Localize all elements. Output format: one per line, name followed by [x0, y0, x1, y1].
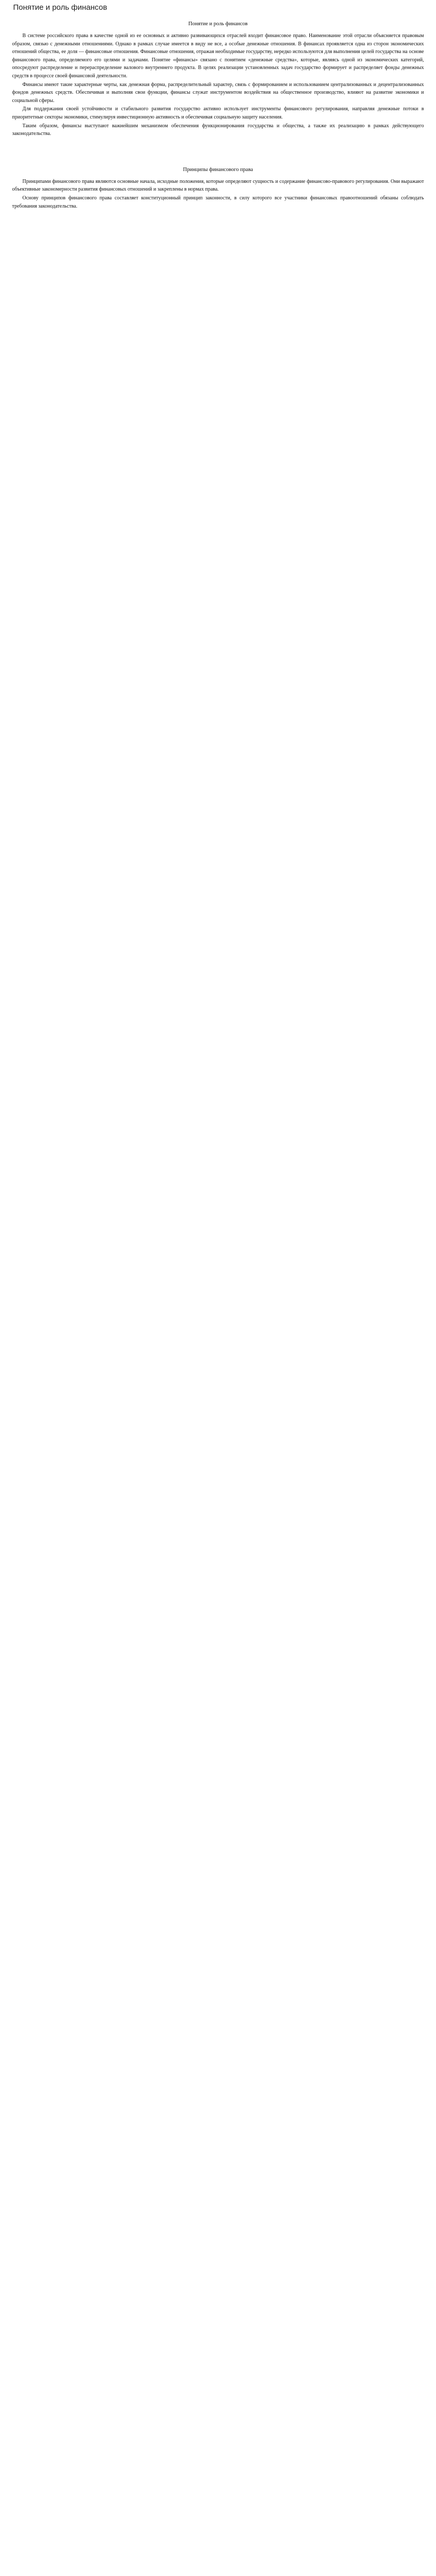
section-title: Принципы финансового права: [183, 166, 253, 173]
paragraph: Финансы имеют такие характерные черты, как денежная форма, распределительный характер, связь с формированием и использованием централизованных и децентрализованных фондов денежных средств. Обеспечивая и выполняя свои функции, финансы служат инструментом воздействия на общественное производство, влияют на развитие экономики и социальной сферы.: [12, 81, 424, 104]
paragraph: Основу принципов финансового права составляет конституционный принцип законности, в силу которого все участники финансовых правоотношений обязаны соблюдать требования законодательства.: [12, 195, 424, 209]
paragraph: Принципами финансового права являются основные начала, исходные положения, которые определяют сущность и содержание финансово-правового регулирования. Они выражают объективные закономерности развития финансовых отношений и закреплены в нормах права.: [12, 178, 424, 193]
page: [12, 0, 424, 210]
site-title: Понятие и роль финансов: [13, 3, 108, 12]
paragraph: Таким образом, финансы выступают важнейшим механизмом обеспечения функционирования государства и общества, а также их реализацию в рамках действующего законодательства.: [12, 123, 424, 137]
paragraph: Для поддержания своей устойчивости и стабильного развития государство активно использует инструменты финансового регулирования, направляя денежные потоки в приоритетные секторы экономики, стимулируя инвестиционную активность и обеспечивая социальную защиту населения.: [12, 106, 424, 120]
section-title: Понятие и роль финансов: [188, 21, 248, 27]
paragraph: В системе российского права в качестве одной из ее основных и активно развивающихся отраслей входит финансовое право. Наименование этой отрасли объясняется правовым образом, связью с денежными отношениями. Однако в рамках случае имеется в виду не все, а особые денежные отношения. В финансах проявляется одна из сторон экономических отношений общества, ее доля — финансовые отношения. Финансовые отношения, отражая необходимые государству, нередко используются для выполнения целей государства на основе финансового права, определяемого его целями и задачами. Понятие «финансы» связано с понятием «денежные средства», которые, являясь одной из экономических категорий, опосредуют распределение и перераспределение валового внутреннего продукта. В целях реализации установленных задач государство формирует и распределяет фонды денежных средств в процессе своей финансовой деятельности.: [12, 33, 424, 79]
